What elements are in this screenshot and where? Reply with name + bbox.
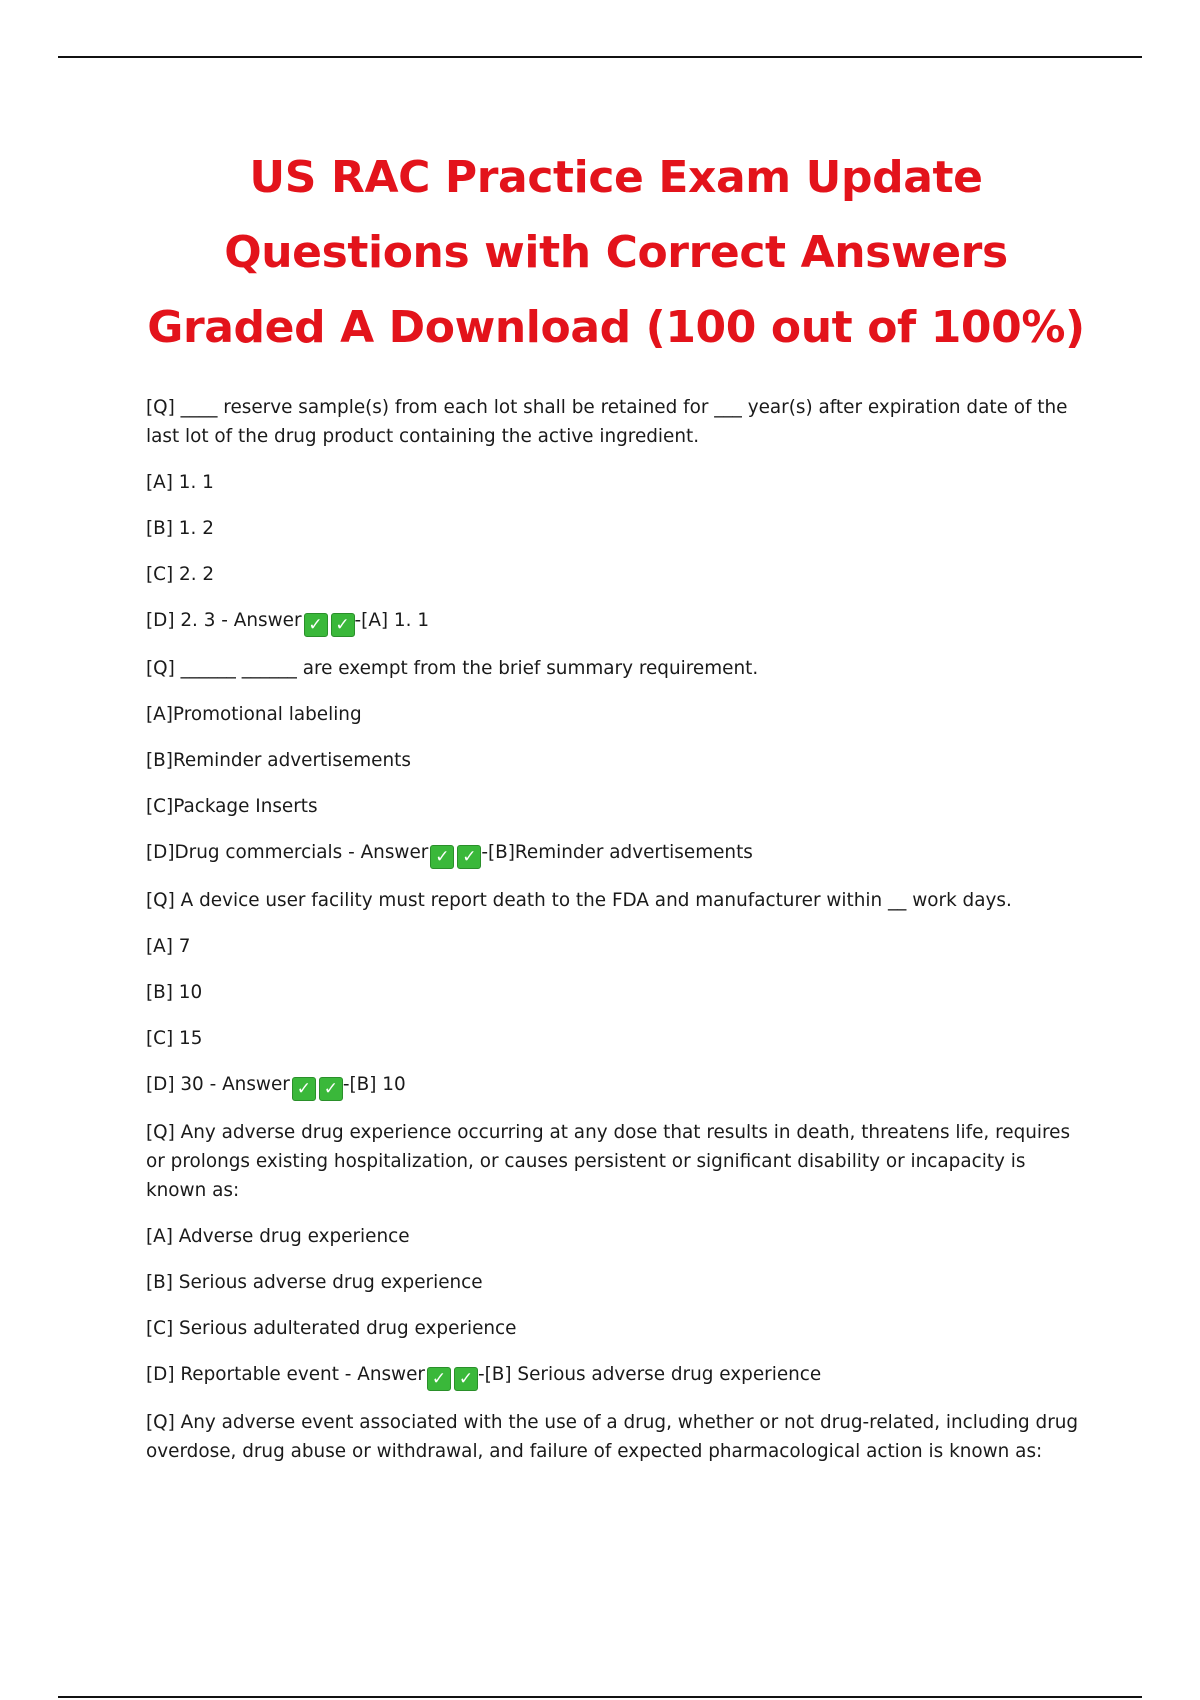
check-mark-box-icon: ✓: [292, 1077, 316, 1101]
check-mark-box-icon: ✓: [457, 845, 481, 869]
correct-answer: -[B] 10: [342, 1074, 406, 1095]
question-block: [146, 393, 1086, 637]
option-b: [B] 10: [146, 982, 203, 1003]
footer-rule: [58, 1696, 1142, 1698]
document-title: US RAC Practice Exam Update Questions with Correct Answers Graded A Download (100 out of 100%): [147, 152, 1085, 353]
question-block: [146, 654, 1086, 869]
option-a: [A] Adverse drug experience: [146, 1226, 410, 1247]
check-mark-box-icon: ✓: [427, 1367, 451, 1391]
check-mark-box-icon: ✓: [454, 1367, 478, 1391]
option-c: [C] 2. 2: [146, 564, 215, 585]
question-text: [Q] Any adverse event associated with the use of a drug, whether or not drug-related, including drug overdose, drug abuse or withdrawal, and failure of expected pharmacological action is known as:: [146, 1412, 1079, 1462]
option-d-with-answer: [146, 1360, 1086, 1391]
option-a: [A] 1. 1: [146, 472, 214, 493]
option-d: [D] Reportable event - Answer: [146, 1364, 425, 1385]
document-page: [146, 140, 1086, 1483]
question-text: [Q] A device user facility must report death to the FDA and manufacturer within __ work days.: [146, 890, 1012, 911]
check-mark-box-icon: ✓: [331, 613, 355, 637]
option-d: [D] 2. 3 - Answer: [146, 610, 302, 631]
option-b: [B] 1. 2: [146, 518, 214, 539]
header-rule: [58, 56, 1142, 58]
option-b: [B]Reminder advertisements: [146, 750, 411, 771]
option-b: [B] Serious adverse drug experience: [146, 1272, 483, 1293]
question-block: [146, 886, 1086, 1101]
option-c: [C]Package Inserts: [146, 796, 318, 817]
question-block: [146, 1118, 1086, 1391]
option-a: [A]Promotional labeling: [146, 704, 362, 725]
option-d-with-answer: [146, 1070, 1086, 1101]
option-c: [C] Serious adulterated drug experience: [146, 1318, 517, 1339]
question-block: [146, 1408, 1086, 1466]
check-mark-box-icon: ✓: [319, 1077, 343, 1101]
check-mark-box-icon: ✓: [304, 613, 328, 637]
correct-answer: -[B] Serious adverse drug experience: [477, 1364, 822, 1385]
option-d: [D] 30 - Answer: [146, 1074, 290, 1095]
correct-answer: -[B]Reminder advertisements: [481, 842, 753, 863]
question-text: [Q] ______ ______ are exempt from the brief summary requirement.: [146, 658, 759, 679]
option-d-with-answer: [146, 606, 1086, 637]
option-d: [D]Drug commercials - Answer: [146, 842, 429, 863]
option-a: [A] 7: [146, 936, 191, 957]
check-mark-box-icon: ✓: [430, 845, 454, 869]
question-text: [Q] ____ reserve sample(s) from each lot shall be retained for ___ year(s) after expiration date of the last lot of the drug product containing the active ingredient.: [146, 397, 1068, 447]
question-text: [Q] Any adverse drug experience occurring at any dose that results in death, threatens life, requires or prolongs existing hospitalization, or causes persistent or significant disability or incapacity is known as:: [146, 1122, 1071, 1201]
option-c: [C] 15: [146, 1028, 203, 1049]
correct-answer: -[A] 1. 1: [354, 610, 430, 631]
option-d-with-answer: [146, 838, 1086, 869]
